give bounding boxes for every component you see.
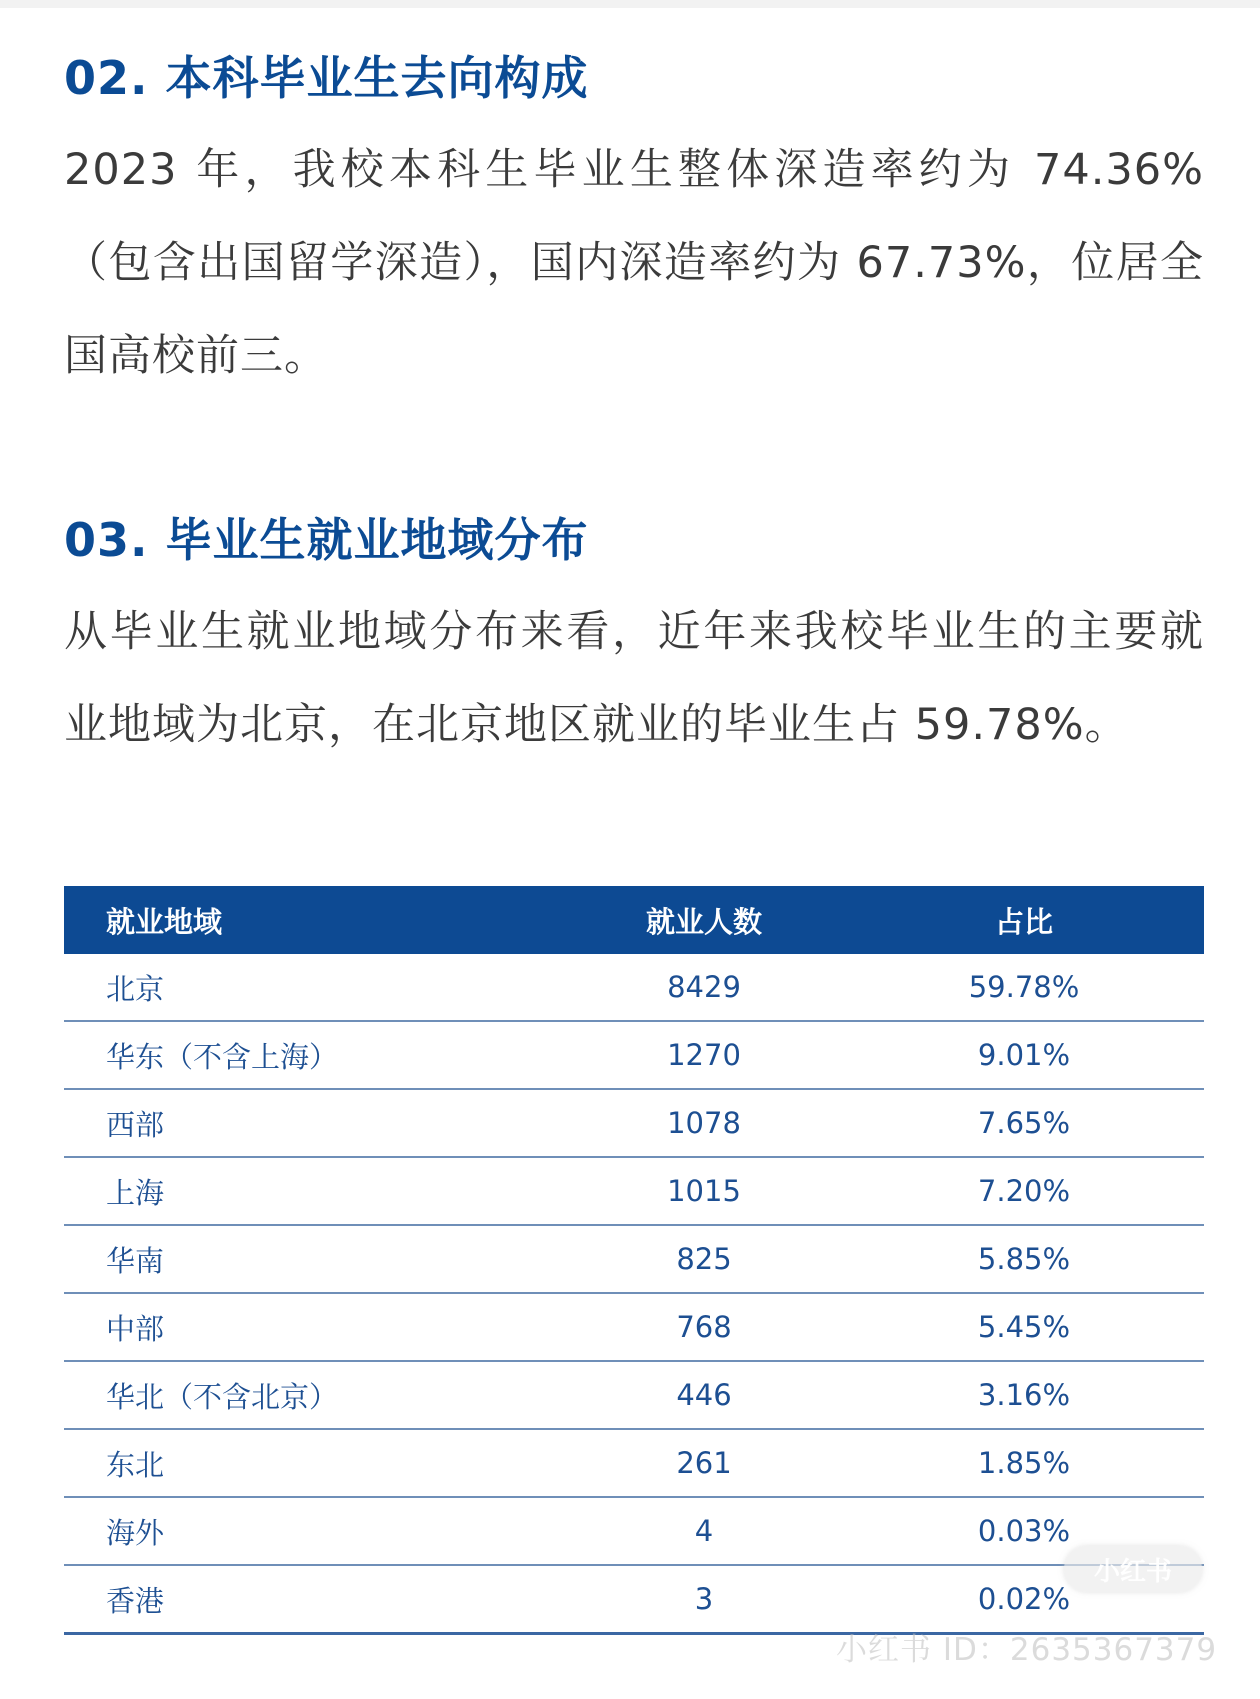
cell-count: 261 [676, 1446, 732, 1480]
cell-region: 中部 [106, 1311, 165, 1346]
table-row [64, 1226, 1204, 1294]
table-row [64, 1294, 1204, 1362]
header-count: 就业人数 [645, 904, 762, 939]
table-row [64, 1430, 1204, 1498]
employment-region-table [64, 886, 1204, 1635]
cell-share: 3.16% [977, 1378, 1071, 1412]
header-share: 占比 [994, 904, 1053, 939]
cell-share: 9.01% [977, 1038, 1071, 1072]
cell-count: 3 [694, 1582, 714, 1616]
cell-count: 4 [694, 1514, 714, 1548]
cell-share: 7.20% [977, 1174, 1071, 1208]
table-row [64, 954, 1204, 1022]
cell-count: 768 [676, 1310, 732, 1344]
table-row [64, 1158, 1204, 1226]
cell-count: 1015 [667, 1174, 741, 1208]
section-02-paragraph: 2023 年，我校本科生毕业生整体深造率约为 74.36%（包含出国留学深造），国内深造率约为 67.73%，位居全国高校前三。 [64, 145, 1204, 381]
watermark-logo: 小红书 [1064, 1546, 1202, 1592]
cell-region: 华南 [106, 1243, 165, 1278]
cell-share: 0.03% [977, 1514, 1071, 1548]
cell-count: 8429 [667, 970, 741, 1004]
cell-region: 西部 [106, 1107, 165, 1142]
cell-share: 1.85% [977, 1446, 1071, 1480]
cell-count: 446 [676, 1378, 732, 1412]
table-row [64, 1498, 1204, 1566]
cell-share: 59.78% [968, 970, 1080, 1004]
section-03-title: 03. 毕业生就业地域分布 [64, 513, 589, 567]
cell-region: 东北 [106, 1447, 165, 1482]
section-02-title: 02. 本科毕业生去向构成 [64, 51, 589, 105]
cell-region: 北京 [106, 971, 165, 1006]
top-divider [0, 0, 1260, 8]
cell-region: 华东（不含上海） [106, 1039, 339, 1074]
cell-count: 1270 [667, 1038, 741, 1072]
cell-share: 5.45% [977, 1310, 1071, 1344]
cell-region: 香港 [106, 1583, 165, 1618]
header-region: 就业地域 [106, 904, 223, 939]
cell-count: 825 [676, 1242, 732, 1276]
cell-share: 5.85% [977, 1242, 1071, 1276]
cell-region: 上海 [106, 1175, 165, 1210]
cell-share: 7.65% [977, 1106, 1071, 1140]
cell-count: 1078 [667, 1106, 741, 1140]
table-row [64, 1022, 1204, 1090]
table-row [64, 1090, 1204, 1158]
section-03-paragraph: 从毕业生就业地域分布来看，近年来我校毕业生的主要就业地域为北京，在北京地区就业的毕业生占 59.78%。 [64, 607, 1204, 750]
cell-region: 华北（不含北京） [106, 1379, 339, 1414]
table-row [64, 1362, 1204, 1430]
watermark-id: 小红书 ID：2635367379 [836, 1632, 1218, 1668]
table-header [64, 886, 1204, 954]
cell-region: 海外 [106, 1515, 165, 1550]
cell-share: 0.02% [977, 1582, 1071, 1616]
